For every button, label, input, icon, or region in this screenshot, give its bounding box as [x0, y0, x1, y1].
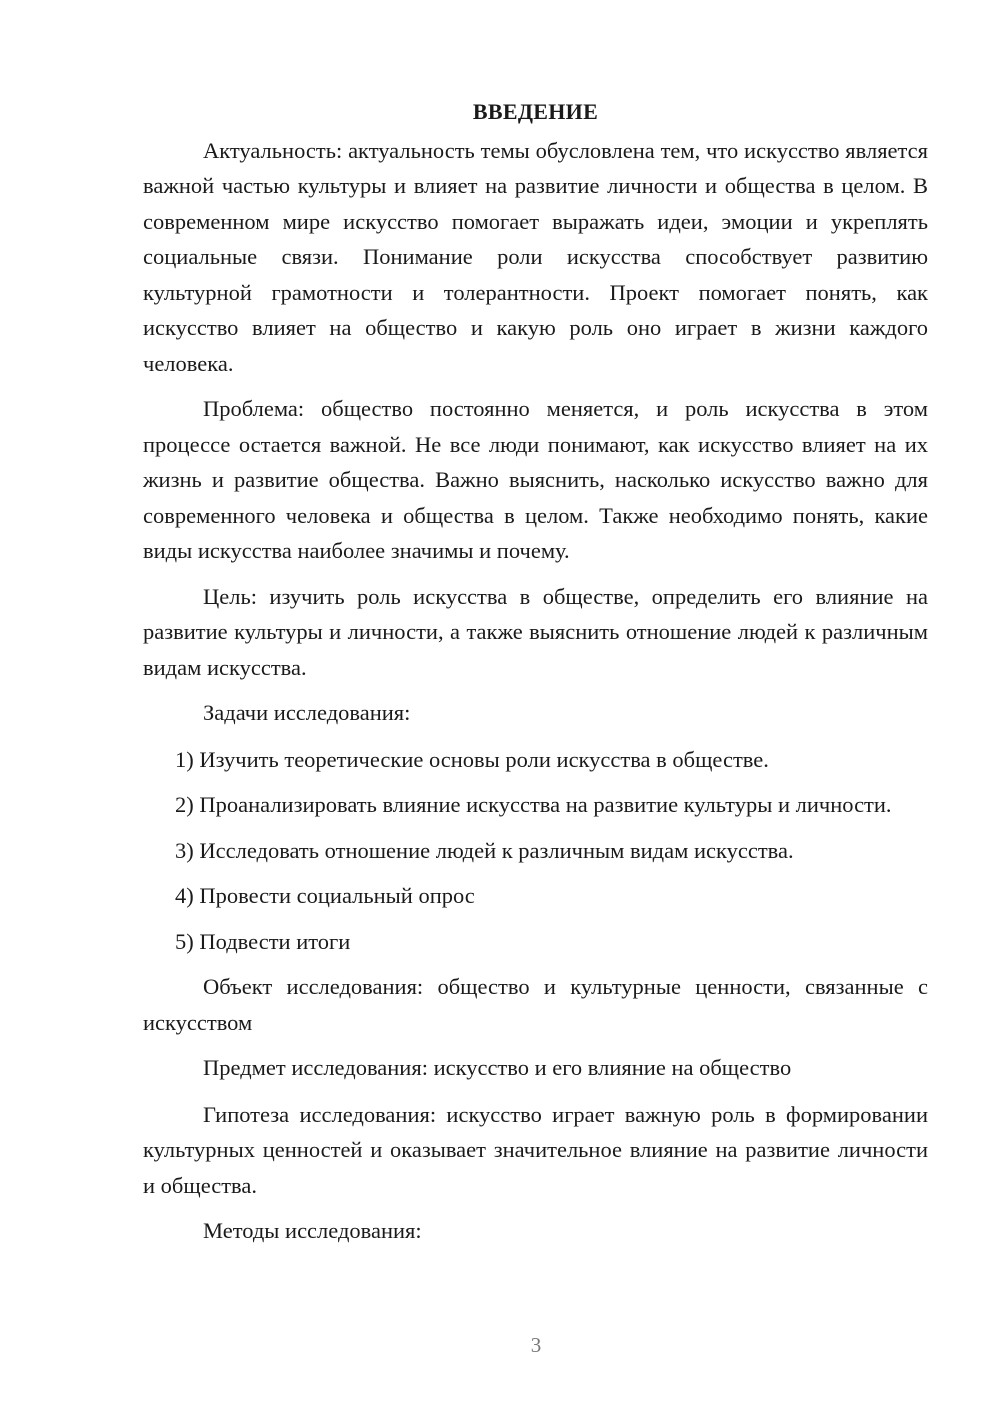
- tasks-title: Задачи исследования:: [203, 700, 411, 725]
- task-item: 5) Подвести итоги: [175, 928, 351, 954]
- object-paragraph: Объект исследования: общество и культурные ценности, связанные с искусством: [143, 974, 928, 1035]
- task-item: 2) Проанализировать влияние искусства на развитие культуры и личности.: [175, 792, 892, 817]
- page-content: [143, 94, 928, 1260]
- task-item: 1) Изучить теоретические основы роли искусства в обществе.: [175, 746, 769, 772]
- goal-paragraph: Цель: изучить роль искусства в обществе, определить его влияние на развитие культуры и личности, а также выяснить отношение людей к различным видам искусства.: [143, 583, 928, 680]
- task-item: 3) Исследовать отношение людей к различным видам искусства.: [175, 837, 794, 863]
- subject-paragraph: Предмет исследования: искусство и его влияние на общество: [203, 1055, 792, 1080]
- hypothesis-paragraph: Гипотеза исследования: искусство играет важную роль в формировании культурных ценностей и оказывает значительное влияние на развитие личности и общества.: [143, 1101, 928, 1198]
- methods-title: Методы исследования:: [203, 1218, 422, 1243]
- page-heading: ВВЕДЕНИЕ: [472, 99, 599, 124]
- problem-paragraph: Проблема: общество постоянно меняется, и роль искусства в этом процессе остается важной. Не все люди понимают, как искусство влияет на их жизнь и развитие общества. Важно выяснить, насколько искусство важно для современного человека и общества в целом. Также необходимо понять, какие виды искусства наиболее значимы и почему.: [143, 396, 928, 563]
- task-item: 4) Провести социальный опрос: [175, 883, 475, 908]
- relevance-paragraph: Актуальность: актуальность темы обусловлена тем, что искусство является важной частью культуры и влияет на развитие личности и общества в целом. В современном мире искусство помогает выражать идеи, эмоции и укреплять социальные связи. Понимание роли искусства способствует развитию культурной грамотности и толерантности. Проект помогает понять, как искусство влияет на общество и какую роль оно играет в жизни каждого человека.: [143, 137, 928, 376]
- page-number: 3: [530, 1333, 542, 1357]
